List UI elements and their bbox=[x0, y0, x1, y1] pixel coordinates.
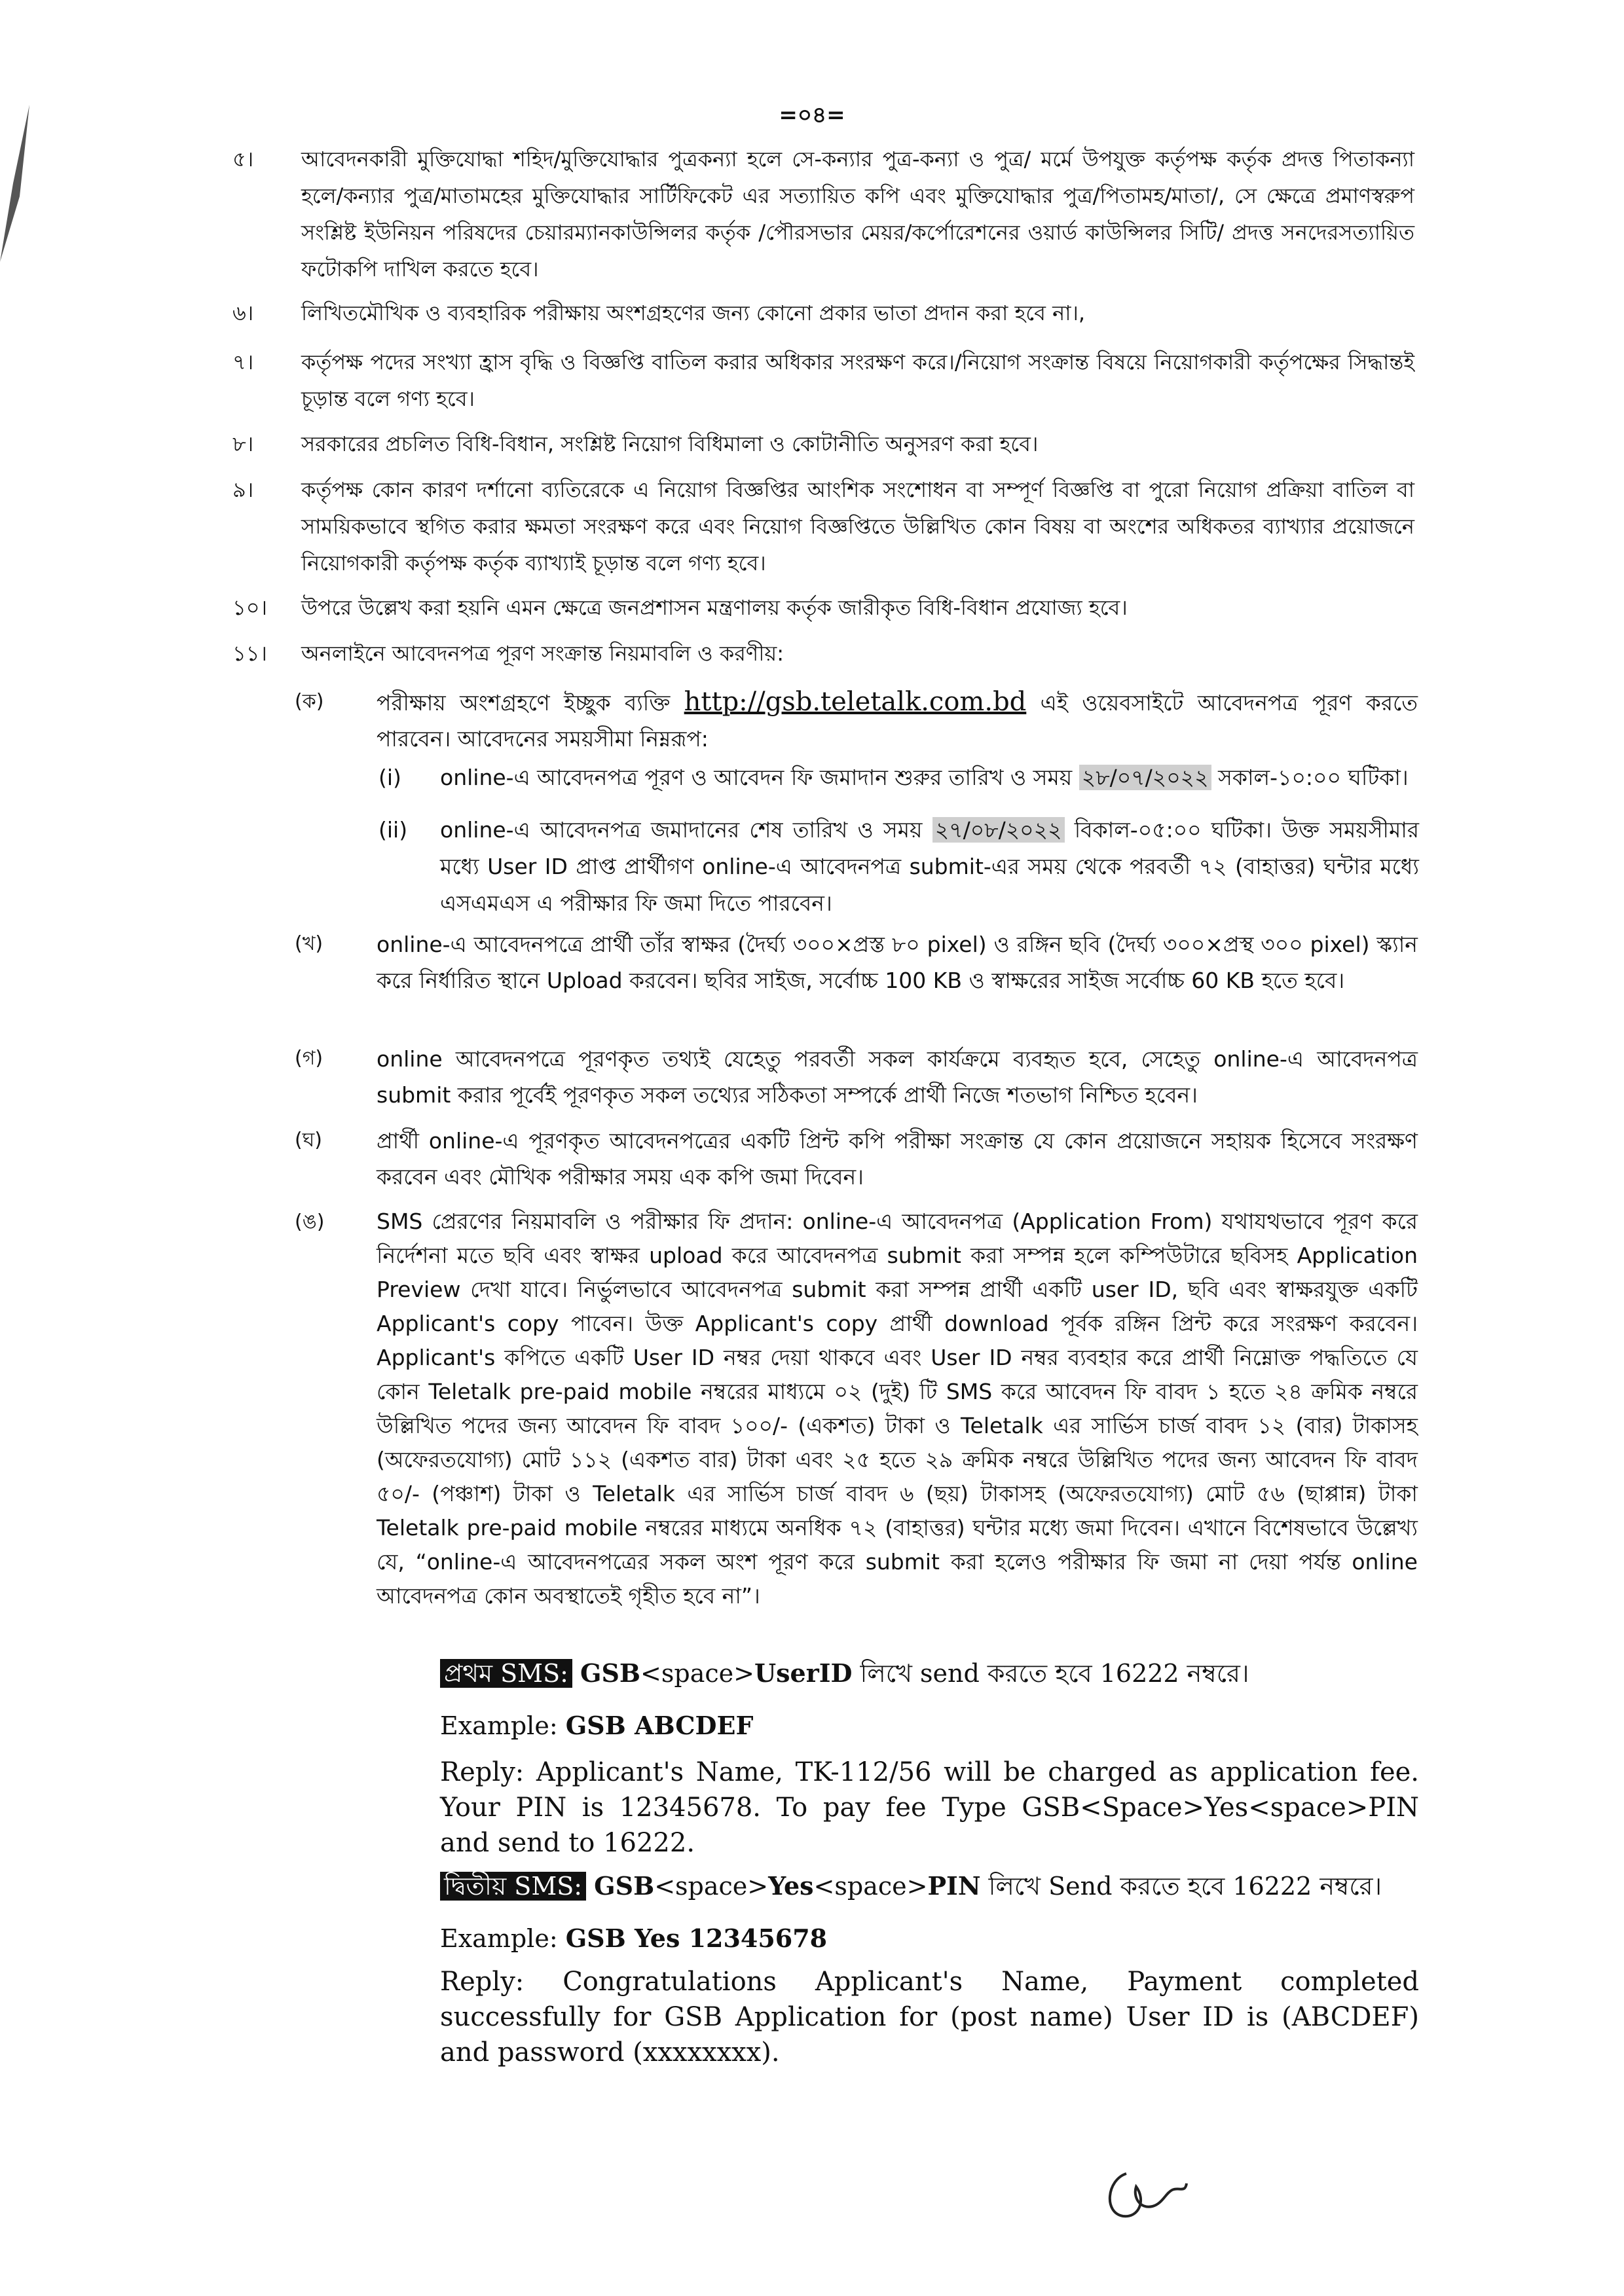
clause-text: লিখিতমৌখিক ও ব্যবহারিক পরীক্ষায় অংশগ্রহণের জন্য কোনো প্রকার ভাতা প্রদান করা হবে না।, bbox=[301, 301, 1086, 325]
second-sms-tag: দ্বিতীয় SMS: bbox=[440, 1872, 586, 1901]
clause-number: ৬। bbox=[232, 301, 254, 325]
subclause-label: (ঘ) bbox=[295, 1129, 322, 1152]
end-date: ২৭/০৮/২০২২ bbox=[932, 817, 1065, 843]
clause-text: উপরে উল্লেখ করা হয়নি এমন ক্ষেত্রে জনপ্রশাসন মন্ত্রণালয় কর্তৃক জারীকৃত বিধি-বিধান প্রযোজ্য হবে। bbox=[301, 595, 1128, 620]
first-sms-tag: প্রথম SMS: bbox=[440, 1659, 572, 1688]
subclause-label: (ঙ) bbox=[295, 1211, 325, 1233]
schedule-text-part: online-এ আবেদনপত্র পূরণ ও আবেদন ফি জমাদান শুরুর তারিখ ও সময় bbox=[440, 765, 1073, 790]
second-sms-instruction bbox=[440, 1866, 1422, 1906]
clause-number: ১১। bbox=[232, 641, 267, 666]
subclause-text: SMS প্রেরণের নিয়মাবলি ও পরীক্ষার ফি প্রদান: online-এ আবেদনপত্র (Application From) যথাযথভাবে পূরণ করে নির্দেশনা মতে ছবি এবং স্বাক্ষর upload করে আবেদনপত্র submit করা সম্পন্ন হলে কম্পিউটারে ছবিসহ Application Preview দেখা যাবে। নির্ভুলভাবে আবেদনপত্র submit করা সম্পন্ন প্রার্থী একটি user ID, ছবি এবং স্বাক্ষরযুক্ত একটি Applicant's copy পাবেন। উক্ত Applicant's copy প্রার্থী download পূর্বক রঙ্গিন প্রিন্ট করে সংরক্ষণ করবেন। Applicant's কপিতে একটি User ID নম্বর দেয়া থাকবে এবং User ID নম্বর ব্যবহার করে প্রার্থী নিম্নোক্ত পদ্ধতিতে যে কোন Teletalk pre-paid mobile নম্বরের মাধ্যমে ০২ (দুই) টি SMS করে আবেদন ফি বাবদ ১ হতে ২৪ ক্রমিক নম্বরে উল্লিখিত পদের জন্য আবেদন ফি বাবদ ১০০/- (একশত) টাকা ও Teletalk এর সার্ভিস চার্জ বাবদ ১২ (বার) টাকাসহ (অফেরতযোগ্য) মোট ১১২ (একশত বার) টাকা এবং ২৫ হতে ২৯ ক্রমিক নম্বরে উল্লিখিত পদের জন্য আবেদন ফি বাবদ ৫০/- (পঞ্চাশ) টাকা ও Teletalk এর সার্ভিস চার্জ বাবদ ৬ (ছয়) টাকাসহ (অফেরতযোগ্য) মোট ৫৬ (ছাপ্পান্ন) টাকা Teletalk pre-paid mobile নম্বরের মাধ্যমে অনধিক ৭২ (বাহাত্তর) ঘন্টার মধ্যে জমা দিবেন। এখানে বিশেষভাবে উল্লেখ্য যে, “online-এ আবেদনপত্রের সকল অংশ পূরণ করে submit করা হলেও পরীক্ষার ফি জমা না দেয়া পর্যন্ত online আবেদনপত্র কোন অবস্থাতেই গৃহীত হবে না”। bbox=[377, 1209, 1418, 1609]
schedule-label: (i) bbox=[378, 765, 401, 790]
schedule-text-part: online-এ আবেদনপত্র জমাদানের শেষ তারিখ ও সময় bbox=[440, 817, 923, 843]
example-value: GSB ABCDEF bbox=[565, 1711, 754, 1740]
example-label: Example: bbox=[440, 1711, 558, 1740]
sms-instruction-text: লিখে Send করতে হবে 16222 নম্বরে। bbox=[988, 1872, 1382, 1901]
subclause-label: (খ) bbox=[295, 932, 323, 955]
signature-mark bbox=[1100, 2160, 1192, 2226]
first-sms-instruction bbox=[440, 1653, 1422, 1694]
subclause-text-part: পরীক্ষায় অংশগ্রহণে ইচ্ছুক ব্যক্তি bbox=[377, 690, 671, 716]
clause-number: ৫। bbox=[232, 147, 254, 172]
clause-text: কর্তৃপক্ষ পদের সংখ্যা হ্রাস বৃদ্ধি ও বিজ্ঞপ্তি বাতিল করার অধিকার সংরক্ষণ করে।/নিয়োগ সংক্রান্ত বিষয়ে নিয়োগকারী কর্তৃপক্ষের সিদ্ধান্তই চূড়ান্ত বলে গণ্য হবে। bbox=[301, 350, 1414, 411]
clause-text: কর্তৃপক্ষ কোন কারণ দর্শানো ব্যতিরেকে এ নিয়োগ বিজ্ঞপ্তির আংশিক সংশোধন বা সম্পূর্ণ বিজ্ঞপ্তি বা পুরো নিয়োগ প্রক্রিয়া বাতিল বা সাময়িকভাবে স্থগিত করার ক্ষমতা সংরক্ষণ করে এবং নিয়োগ বিজ্ঞপ্তিতে উল্লিখিত কোন বিষয় বা অংশের অধিকতর ব্যাখ্যার প্রয়োজনে নিয়োগকারী কর্তৃপক্ষ কর্তৃক ব্যাখ্যাই চূড়ান্ত বলে গণ্য হবে। bbox=[301, 477, 1414, 575]
clause-number: ৮। bbox=[232, 431, 254, 456]
subclause-text: online আবেদনপত্রে পূরণকৃত তথ্যই যেহেতু পরবর্তী সকল কার্যক্রমে ব্যবহৃত হবে, সেহেতু online-এ আবেদনপত্র submit করার পূর্বেই পূরণকৃত সকল তথ্যের সঠিকতা সম্পর্কে প্রার্থী নিজে শতভাগ নিশ্চিত হবেন। bbox=[377, 1046, 1418, 1108]
schedule-label: (ii) bbox=[378, 817, 408, 843]
application-website-link[interactable]: http://gsb.teletalk.com.bd bbox=[684, 687, 1027, 717]
sms-code-part: UserID bbox=[754, 1658, 853, 1688]
subclause-text: online-এ আবেদনপত্রে প্রার্থী তাঁর স্বাক্ষর (দৈর্ঘ্য ৩০০×প্রস্ত ৮০ pixel) ও রঙ্গিন ছবি (দৈর্ঘ্য ৩০০×প্রস্থ ৩০০ pixel) স্ক্যান করে নির্ধারিত স্থানে Upload করবেন। ছবির সাইজ, সর্বোচ্চ 100 KB ও স্বাক্ষরের সাইজ সর্বোচ্চ 60 KB হতে হবে। bbox=[377, 932, 1418, 993]
example-label: Example: bbox=[440, 1924, 558, 1953]
subclause-label: (গ) bbox=[295, 1047, 323, 1070]
first-sms-reply: Reply: Applicant's Name, TK-112/56 will be charged as application fee. Your PIN is 12345678. To pay fee Type GSB<Space>Yes<space>PIN and send to 16222. bbox=[440, 1757, 1419, 1858]
subclause-text-part: এই ওয়েবসাইটে আবেদনপত্র পূরণ করতে পারবেন। আবেদনের সময়সীমা নিম্নরূপ: bbox=[377, 690, 1418, 752]
schedule-text-part: বিকাল-০৫:০০ ঘটিকা। উক্ত সময়সীমার মধ্যে User ID প্রাপ্ত প্রার্থীগণ online-এ আবেদনপত্র submit-এর সময় থেকে পরবর্তী ৭২ (বাহাত্তর) ঘন্টার মধ্যে এসএমএস এ পরীক্ষার ফি জমা দিতে পারবেন। bbox=[440, 817, 1419, 916]
second-sms-example bbox=[440, 1918, 1422, 1959]
sms-code-part: PIN bbox=[927, 1871, 981, 1901]
subclause-text bbox=[377, 684, 1418, 757]
sms-space-token: <space> bbox=[654, 1872, 769, 1901]
second-sms-reply: Reply: Congratulations Applicant's Name, Payment completed successfully for GSB Application for (post name) User ID is (ABCDEF) and password (xxxxxxxx). bbox=[440, 1967, 1419, 2068]
subclause-text: প্রার্থী online-এ পূরণকৃত আবেদনপত্রের একটি প্রিন্ট কপি পরীক্ষা সংক্রান্ত যে কোন প্রয়োজনে সহায়ক হিসেবে সংরক্ষণ করবেন এবং মৌখিক পরীক্ষার সময় এক কপি জমা দিবেন। bbox=[377, 1128, 1418, 1190]
clause-number: ৯। bbox=[232, 477, 254, 502]
sms-instruction-text: লিখে send করতে হবে 16222 নম্বরে। bbox=[860, 1659, 1249, 1688]
example-value: GSB Yes 12345678 bbox=[565, 1923, 828, 1953]
start-date: ২৮/০৭/২০২২ bbox=[1079, 765, 1211, 790]
schedule-text-part: সকাল-১০:০০ ঘটিকা। bbox=[1218, 765, 1409, 790]
sms-space-token: <space> bbox=[813, 1872, 928, 1901]
sms-code-part: GSB bbox=[594, 1871, 655, 1901]
clause-text: আবেদনকারী মুক্তিযোদ্ধা শহিদ/মুক্তিযোদ্ধার পুত্রকন্যা হলে সে-কন্যার পুত্র-কন্যা ও পুত্র/ মর্মে উপযুক্ত কর্তৃপক্ষ কর্তৃক প্রদত্ত পিতাকন্যা হলে/কন্যার পুত্র/মাতামহের মুক্তিযোদ্ধার সার্টিফিকেট এর সত্যায়িত কপি এবং মুক্তিযোদ্ধার পুত্র/পিতামহ/মাতা/, সে ক্ষেত্রে প্রমাণস্বরুপ সংশ্লিষ্ট ইউনিয়ন পরিষদের চেয়ারম্যানকাউন্সিলর কর্তৃক /পৌরসভার মেয়র/কর্পোরেশনের ওয়ার্ড কাউন্সিলর সিটি/ প্রদত্ত সনদেরসত্যায়িত ফটোকপি দাখিল করতে হবে। bbox=[301, 147, 1414, 282]
subclause-label: (ক) bbox=[295, 690, 324, 713]
sms-code-part: Yes bbox=[768, 1871, 814, 1901]
sms-code-part: GSB bbox=[580, 1658, 641, 1688]
clause-text: অনলাইনে আবেদনপত্র পূরণ সংক্রান্ত নিয়মাবলি ও করণীয়: bbox=[301, 641, 784, 666]
clause-number: ৭। bbox=[232, 350, 254, 374]
first-sms-example bbox=[440, 1705, 1422, 1746]
clause-number: ১০। bbox=[232, 595, 268, 620]
page-number: =০৪= bbox=[779, 102, 845, 128]
clause-text: সরকারের প্রচলিত বিধি-বিধান, সংশ্লিষ্ট নিয়োগ বিধিমালা ও কোটানীতি অনুসরণ করা হবে। bbox=[301, 431, 1039, 456]
schedule-text bbox=[440, 812, 1419, 922]
sms-space-token: <space> bbox=[640, 1659, 754, 1688]
schedule-text bbox=[440, 759, 1419, 796]
